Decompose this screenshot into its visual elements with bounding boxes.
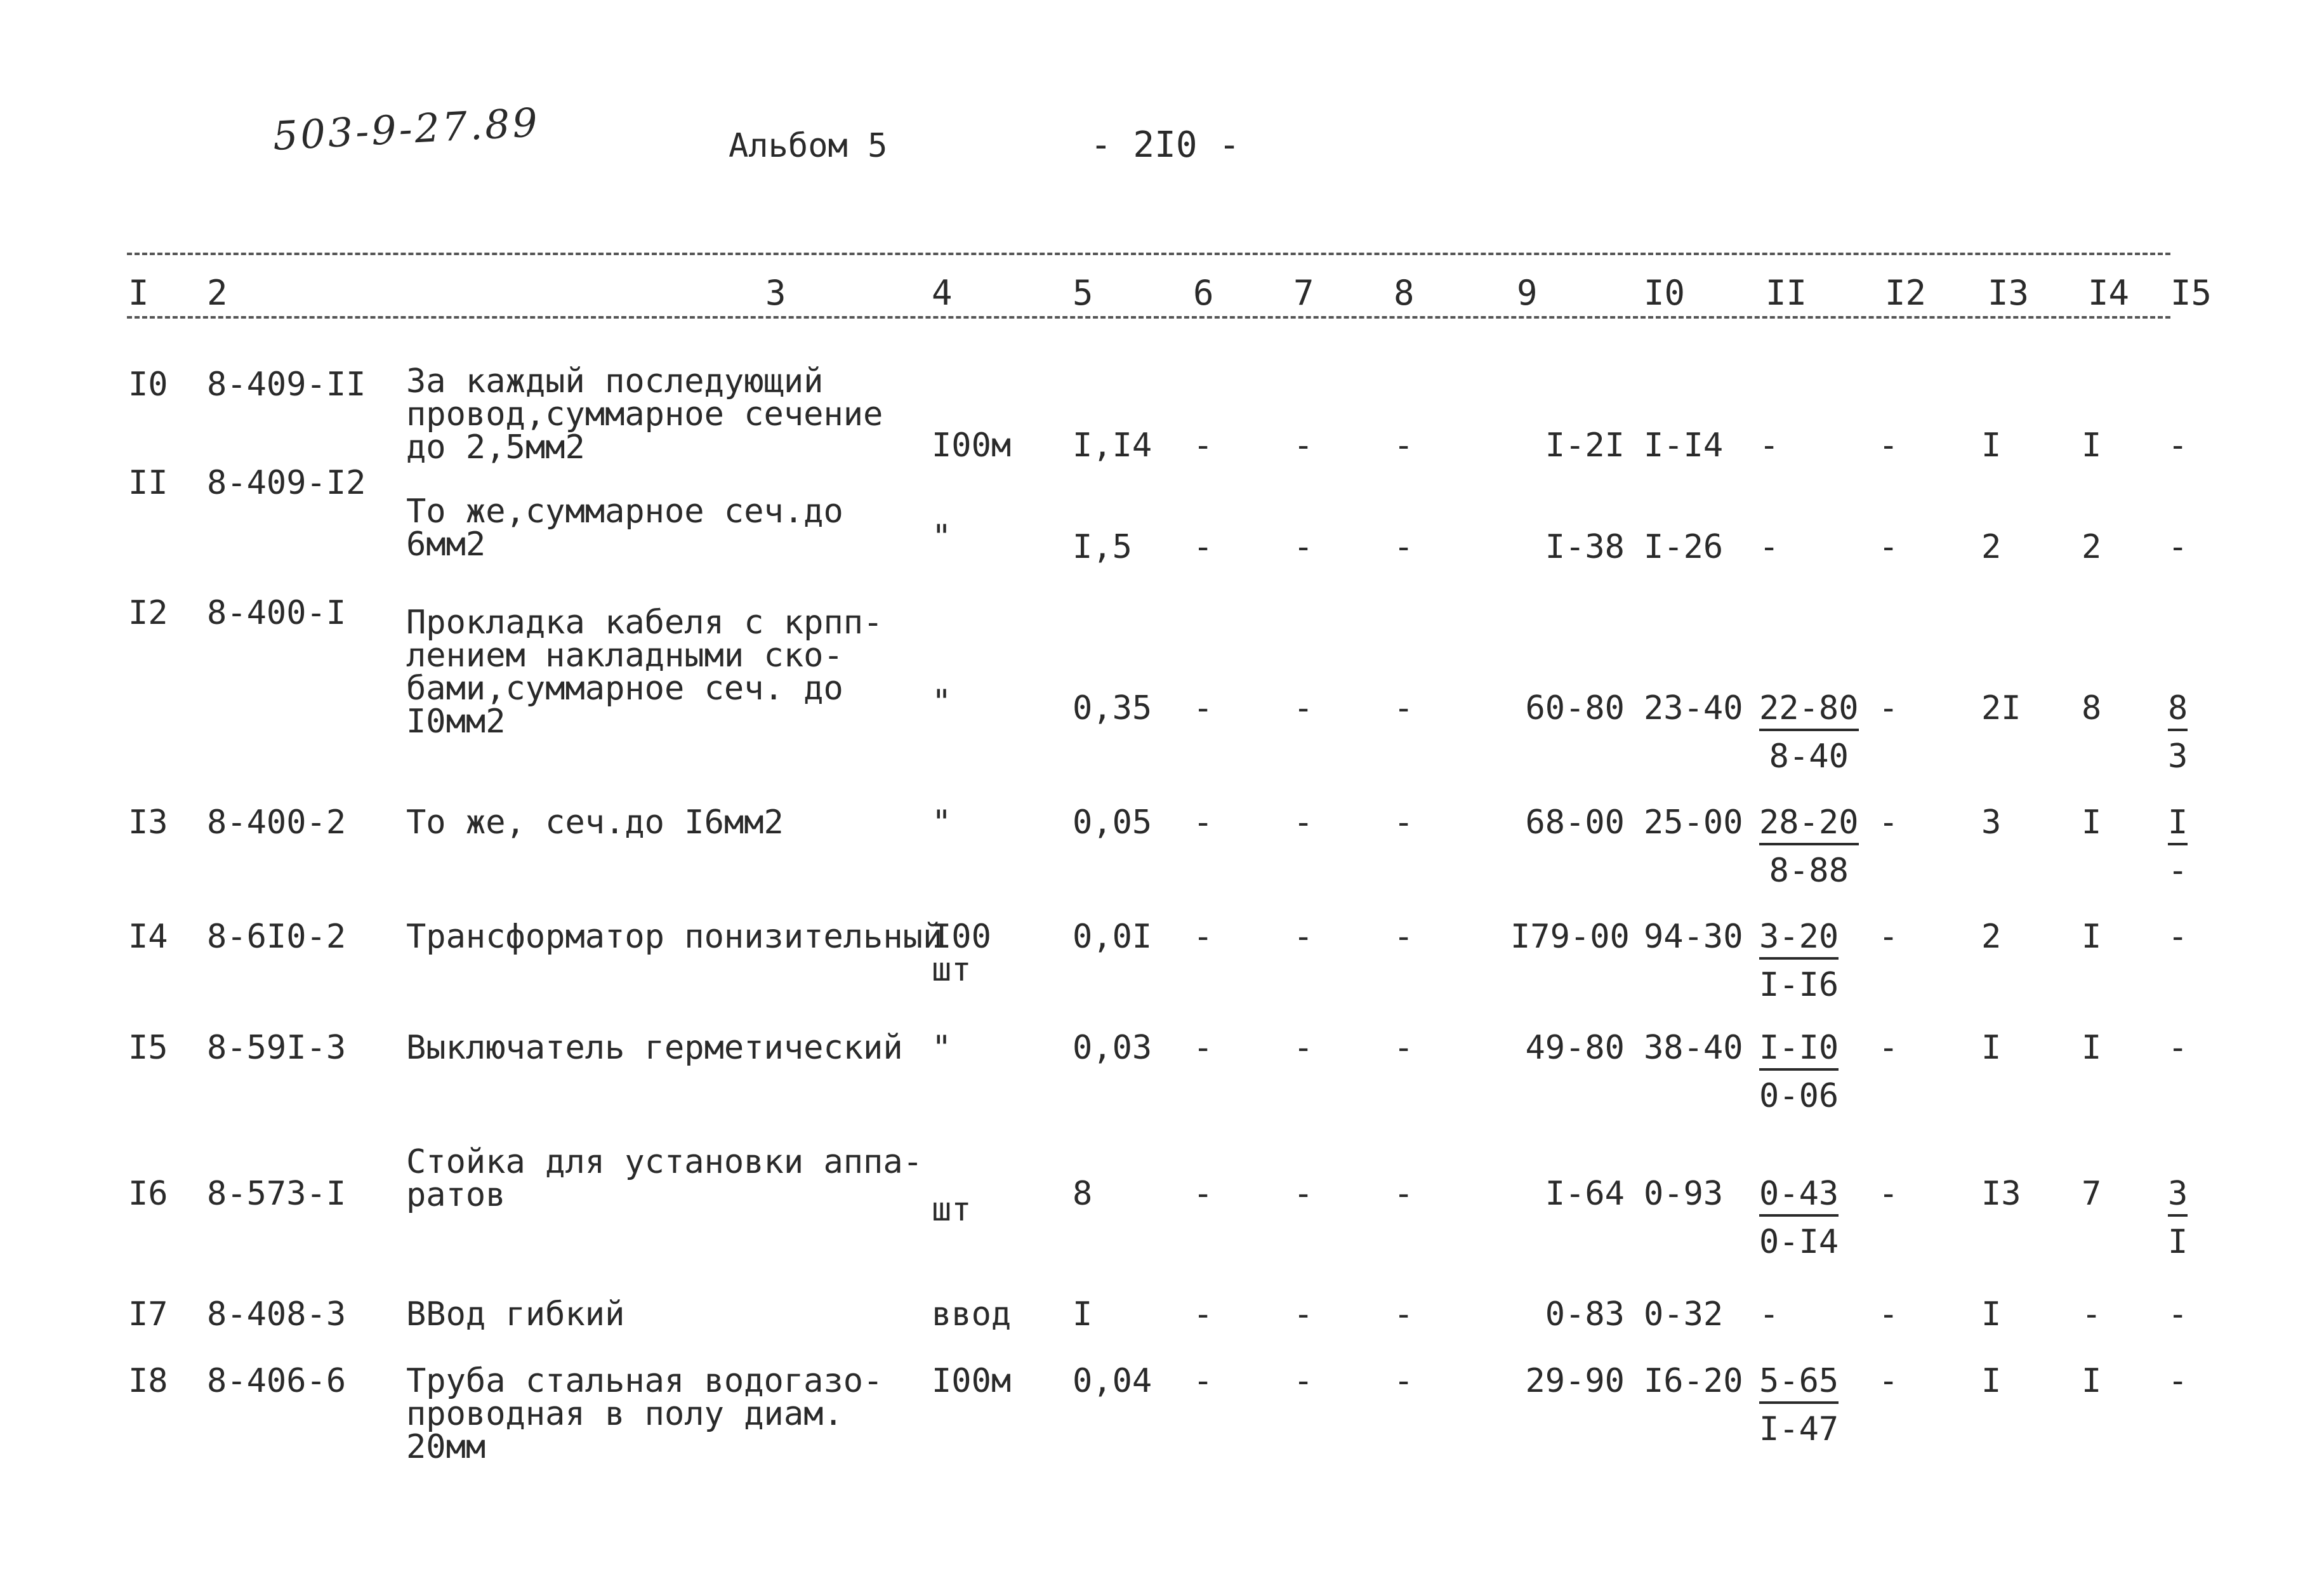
row-quantity: I,5 <box>1073 528 1132 566</box>
column-number: II <box>1766 273 1807 313</box>
row-col11-fraction <box>1759 920 1839 1002</box>
row-col7: - <box>1293 918 1314 956</box>
row-col12: - <box>1878 528 1899 566</box>
row-col12: - <box>1878 918 1899 956</box>
row-col11-denominator: I-I6 <box>1759 966 1839 1004</box>
row-col8: - <box>1394 804 1414 842</box>
row-col6: - <box>1193 528 1213 566</box>
row-number: I3 <box>128 804 168 842</box>
row-col10: 0-32 <box>1644 1295 1724 1333</box>
row-quantity: I,I4 <box>1073 427 1152 465</box>
row-description: Труба стальная водогазо- проводная в полу диам. 20мм <box>406 1362 883 1466</box>
row-col12: - <box>1878 1295 1899 1333</box>
column-number: I3 <box>1988 273 2030 313</box>
column-number: I2 <box>1885 273 1927 313</box>
row-col9: 29-90 <box>1525 1362 1625 1400</box>
row-quantity: 0,04 <box>1073 1362 1152 1400</box>
row-col9: 0-83 <box>1545 1295 1625 1333</box>
row-col11: - <box>1759 427 1779 465</box>
row-unit: I00м <box>932 1362 1012 1400</box>
column-number: I <box>128 273 149 313</box>
row-col13: 2I <box>1981 689 2021 727</box>
row-code: 8-573-I <box>207 1175 347 1213</box>
row-col7: - <box>1293 804 1314 842</box>
row-code: 8-409-II <box>207 366 366 404</box>
header-bottom-rule <box>127 316 2170 319</box>
row-col10: I6-20 <box>1644 1362 1743 1400</box>
row-col10: I-I4 <box>1644 427 1724 465</box>
column-number: 7 <box>1293 273 1314 313</box>
row-col15: - <box>2168 1295 2188 1333</box>
row-description: Прокладка кабеля с крпп- лением накладными ско- бами,суммарное сеч. до I0мм2 <box>406 604 883 741</box>
row-col13: I <box>1981 427 2002 465</box>
row-col14: I <box>2082 427 2102 465</box>
row-code: 8-406-6 <box>207 1362 347 1400</box>
row-description: Стойка для установки аппа- ратов <box>406 1143 923 1214</box>
row-col6: - <box>1193 427 1213 465</box>
row-unit: " <box>932 683 952 721</box>
row-col9: 68-00 <box>1525 804 1625 842</box>
row-col13: I <box>1981 1362 2002 1400</box>
row-code: 8-408-3 <box>207 1295 347 1333</box>
row-unit: " <box>932 804 952 842</box>
row-col11-fraction <box>1759 689 1859 776</box>
row-col6: - <box>1193 918 1213 956</box>
row-col14: I <box>2082 918 2102 956</box>
row-col12: - <box>1878 804 1899 842</box>
row-col7: - <box>1293 1175 1314 1213</box>
row-col10: I-26 <box>1644 528 1724 566</box>
row-col11-numerator: 3-20 <box>1759 920 1839 960</box>
document-code: 503-9-27.89 <box>272 99 541 159</box>
row-unit: шт <box>932 1191 972 1229</box>
row-col11-denominator: I-47 <box>1759 1410 1839 1448</box>
row-col14: - <box>2082 1295 2102 1333</box>
row-col11-numerator: I-I0 <box>1759 1031 1839 1071</box>
row-col14: 7 <box>2082 1175 2102 1213</box>
row-col7: - <box>1293 1029 1314 1067</box>
row-code: 8-59I-3 <box>207 1029 347 1067</box>
column-number: I5 <box>2170 273 2212 313</box>
column-number: 4 <box>932 273 953 313</box>
row-number: II <box>128 464 168 502</box>
column-number: 8 <box>1394 273 1415 313</box>
row-col15: - <box>2168 918 2188 956</box>
row-col7: - <box>1293 1362 1314 1400</box>
row-col11-numerator: 28-20 <box>1759 806 1859 845</box>
row-col12: - <box>1878 689 1899 727</box>
row-col15-fraction <box>2168 689 2188 776</box>
row-col8: - <box>1394 427 1414 465</box>
row-col11-denominator: 0-06 <box>1759 1077 1839 1115</box>
row-col7: - <box>1293 528 1314 566</box>
row-col7: - <box>1293 427 1314 465</box>
row-col11-fraction <box>1759 804 1859 890</box>
row-quantity: 8 <box>1073 1175 1093 1213</box>
row-col15: - <box>2168 1029 2188 1067</box>
row-quantity: I <box>1073 1295 1093 1333</box>
row-quantity: 0,0I <box>1073 918 1152 956</box>
header-top-rule <box>127 253 2170 255</box>
column-number: 2 <box>207 273 228 313</box>
row-col15: - <box>2168 528 2188 566</box>
row-col15-fraction <box>2168 1177 2188 1259</box>
column-number: 9 <box>1517 273 1538 313</box>
row-col15: - <box>2168 427 2188 465</box>
row-col11: - <box>1759 1295 1779 1333</box>
row-col14: 8 <box>2082 689 2102 727</box>
row-unit: ввод <box>932 1295 1012 1333</box>
row-col8: - <box>1394 1362 1414 1400</box>
row-unit: I00м <box>932 427 1012 465</box>
row-col15-numerator: 8 <box>2168 692 2188 731</box>
row-col15: - <box>2168 1362 2188 1400</box>
row-col14: I <box>2082 1362 2102 1400</box>
row-col10: 23-40 <box>1644 689 1743 727</box>
row-col15-numerator: 3 <box>2168 1177 2188 1217</box>
column-number: I4 <box>2088 273 2130 313</box>
row-col9: 60-80 <box>1525 689 1625 727</box>
row-description: ВВод гибкий <box>406 1295 625 1333</box>
row-col13: 2 <box>1981 918 2002 956</box>
row-number: I2 <box>128 594 168 632</box>
row-col13: 3 <box>1981 804 2002 842</box>
row-col9: 49-80 <box>1525 1029 1625 1067</box>
row-col15-denominator: - <box>2168 852 2188 890</box>
row-col15-numerator: I <box>2168 806 2188 845</box>
row-col13: I <box>1981 1029 2002 1067</box>
row-col6: - <box>1193 689 1213 727</box>
row-col12: - <box>1878 427 1899 465</box>
row-col13: I <box>1981 1295 2002 1333</box>
row-col15-denominator: I <box>2168 1223 2188 1261</box>
row-description: За каждый последующий провод,суммарное сечение до 2,5мм2 <box>406 362 883 466</box>
row-col14: I <box>2082 804 2102 842</box>
row-col11-denominator: 0-I4 <box>1759 1223 1839 1261</box>
row-col13: 2 <box>1981 528 2002 566</box>
row-col11: - <box>1759 528 1779 566</box>
row-col15-fraction <box>2168 804 2188 890</box>
row-col10: 94-30 <box>1644 918 1743 956</box>
row-col7: - <box>1293 1295 1314 1333</box>
column-number: 3 <box>765 273 786 313</box>
row-number: I7 <box>128 1295 168 1333</box>
column-number: I0 <box>1644 273 1686 313</box>
row-unit: " <box>932 1029 952 1067</box>
row-col6: - <box>1193 1295 1213 1333</box>
row-col11-denominator: 8-40 <box>1769 737 1849 776</box>
row-col12: - <box>1878 1029 1899 1067</box>
row-col8: - <box>1394 1295 1414 1333</box>
row-number: I5 <box>128 1029 168 1067</box>
row-col11-denominator: 8-88 <box>1769 852 1849 890</box>
row-number: I4 <box>128 918 168 956</box>
row-col10: 38-40 <box>1644 1029 1743 1067</box>
row-number: I6 <box>128 1175 168 1213</box>
row-col8: - <box>1394 918 1414 956</box>
row-description: Выключатель герметический <box>406 1029 903 1067</box>
row-col12: - <box>1878 1175 1899 1213</box>
row-col12: - <box>1878 1362 1899 1400</box>
row-quantity: 0,35 <box>1073 689 1152 727</box>
row-description: То же,суммарное сеч.до 6мм2 <box>406 493 843 564</box>
row-quantity: 0,05 <box>1073 804 1152 842</box>
row-code: 8-400-2 <box>207 804 347 842</box>
row-col14: I <box>2082 1029 2102 1067</box>
row-col6: - <box>1193 1175 1213 1213</box>
row-unit: " <box>932 518 952 556</box>
column-number: 5 <box>1073 273 1093 313</box>
column-number: 6 <box>1193 273 1214 313</box>
row-col10: 25-00 <box>1644 804 1743 842</box>
row-col13: I3 <box>1981 1175 2021 1213</box>
row-code: 8-6I0-2 <box>207 918 347 956</box>
row-col11-fraction <box>1759 1177 1839 1259</box>
row-col14: 2 <box>2082 528 2102 566</box>
row-col7: - <box>1293 689 1314 727</box>
row-description: То же, сеч.до I6мм2 <box>406 804 784 842</box>
row-number: I0 <box>128 366 168 404</box>
row-col11-numerator: 22-80 <box>1759 692 1859 731</box>
row-code: 8-409-I2 <box>207 464 366 502</box>
row-col9: I-38 <box>1545 528 1625 566</box>
row-quantity: 0,03 <box>1073 1029 1152 1067</box>
row-col11-numerator: 0-43 <box>1759 1177 1839 1217</box>
page-number: - 2I0 - <box>1090 124 1241 166</box>
row-col6: - <box>1193 1362 1213 1400</box>
row-col8: - <box>1394 528 1414 566</box>
row-description: Трансформатор понизительный <box>406 918 943 956</box>
row-col11-fraction <box>1759 1362 1839 1448</box>
row-col9: I79-00 <box>1510 918 1630 956</box>
row-col11-numerator: 5-65 <box>1759 1365 1839 1404</box>
row-col11-fraction <box>1759 1031 1839 1113</box>
row-col6: - <box>1193 804 1213 842</box>
row-col8: - <box>1394 1175 1414 1213</box>
row-col9: I-64 <box>1545 1175 1625 1213</box>
row-col15-denominator: 3 <box>2168 737 2188 776</box>
row-col9: I-2I <box>1545 427 1625 465</box>
row-number: I8 <box>128 1362 168 1400</box>
row-col8: - <box>1394 689 1414 727</box>
row-unit: I00 шт <box>932 918 991 989</box>
album-label: Альбом 5 <box>729 127 888 165</box>
row-col10: 0-93 <box>1644 1175 1724 1213</box>
row-code: 8-400-I <box>207 594 347 632</box>
row-col6: - <box>1193 1029 1213 1067</box>
row-col8: - <box>1394 1029 1414 1067</box>
